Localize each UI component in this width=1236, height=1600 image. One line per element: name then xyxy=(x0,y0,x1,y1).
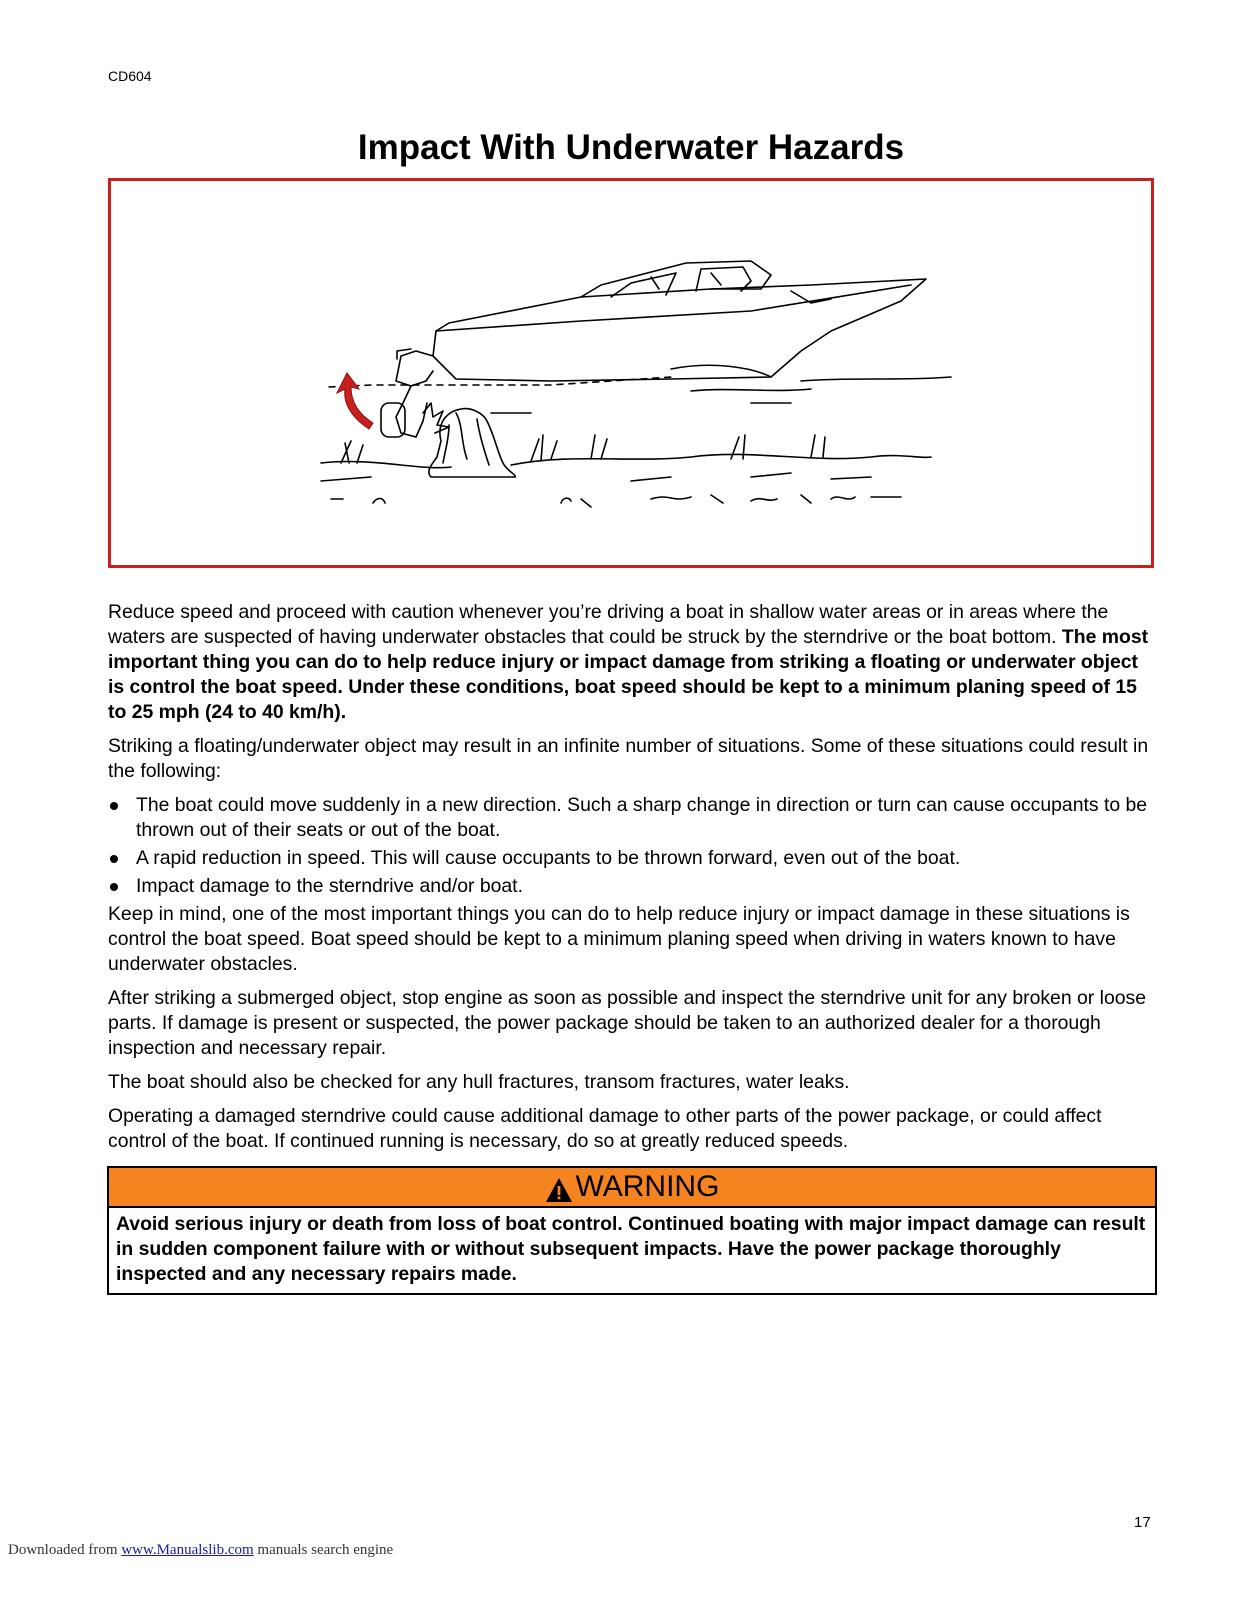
footer-prefix: Downloaded from xyxy=(8,1542,122,1558)
boat-impact-illustration xyxy=(108,178,1154,568)
list-item-text: The boat could move suddenly in a new direction. Such a sharp change in direction or turn can cause occupants to be thrown out of their seats or out of the boat. xyxy=(136,794,1148,841)
bullet-icon xyxy=(110,802,118,810)
list-item-text: Impact damage to the sterndrive and/or boat. xyxy=(136,875,523,897)
hull-check-paragraph: The boat should also be checked for any hull fractures, transom fractures, water leaks. xyxy=(108,1071,850,1093)
keep-in-mind-paragraph: Keep in mind, one of the most important things you can do to help reduce injury or impact damage in these situations is control the boat speed. Boat speed should be kept to a minimum planing speed when driving in waters known to have underwater obstacles. xyxy=(108,903,1130,975)
warning-triangle-icon xyxy=(545,1177,573,1203)
warning-box xyxy=(107,1166,1157,1295)
intro-bold-text: The most important thing you can do to help reduce injury or impact damage from striking a floating or underwater object is control the boat speed. Under these conditions, boat speed should be kept to a minimum planing speed of 15 to 25 mph (24 to 40 km/h). xyxy=(108,626,1149,723)
page-number: 17 xyxy=(1134,1514,1151,1531)
manualslib-link[interactable]: www.Manualslib.com xyxy=(121,1542,254,1558)
warning-header xyxy=(109,1168,1155,1208)
boat-hitting-stump-drawing xyxy=(111,181,1151,565)
list-item-text: A rapid reduction in speed. This will cause occupants to be thrown forward, even out of the boat. xyxy=(136,847,961,869)
footer-suffix: manuals search engine xyxy=(253,1542,394,1558)
intro-normal-text: Reduce speed and proceed with caution whenever you’re driving a boat in shallow water areas or in areas where the waters are suspected of having underwater obstacles that could be struck by the sterndrive or the boat bottom. xyxy=(108,601,1109,648)
list-item xyxy=(108,793,1158,843)
operating-damaged-paragraph: Operating a damaged sterndrive could cause additional damage to other parts of the power package, or could affect control of the boat. If continued running is necessary, do so at greatly reduced speeds. xyxy=(108,1105,1102,1152)
list-item xyxy=(108,846,1158,871)
tree-stump xyxy=(429,409,515,477)
sterndrive-unit xyxy=(396,351,433,386)
intro-paragraph xyxy=(108,600,1158,725)
warning-text: Avoid serious injury or death from loss of boat control. Continued boating with major impact damage can result in sudden component failure with or without subsequent impacts. Have the power package thoroughly inspected and any necessary repairs made. xyxy=(116,1213,1146,1285)
after-striking-paragraph: After striking a submerged object, stop engine as soon as possible and inspect the sterndrive unit for any broken or loose parts. If damage is present or suspected, the power package should be taken to an authorized dealer for a thorough inspection and necessary repair. xyxy=(108,987,1146,1059)
document-code: CD604 xyxy=(108,68,152,84)
warning-label: WARNING xyxy=(575,1170,720,1203)
body-text xyxy=(108,600,1158,1163)
page-title: Impact With Underwater Hazards xyxy=(357,128,905,167)
striking-paragraph: Striking a floating/underwater object may result in an infinite number of situations. Some of these situations could result in the following: xyxy=(108,735,1149,782)
bullet-icon xyxy=(110,855,118,863)
bullet-icon xyxy=(110,883,118,891)
situations-list xyxy=(108,793,1158,899)
download-footer xyxy=(8,1542,393,1559)
list-item xyxy=(108,874,1158,899)
water-line xyxy=(329,377,671,387)
red-direction-arrow xyxy=(337,373,373,429)
